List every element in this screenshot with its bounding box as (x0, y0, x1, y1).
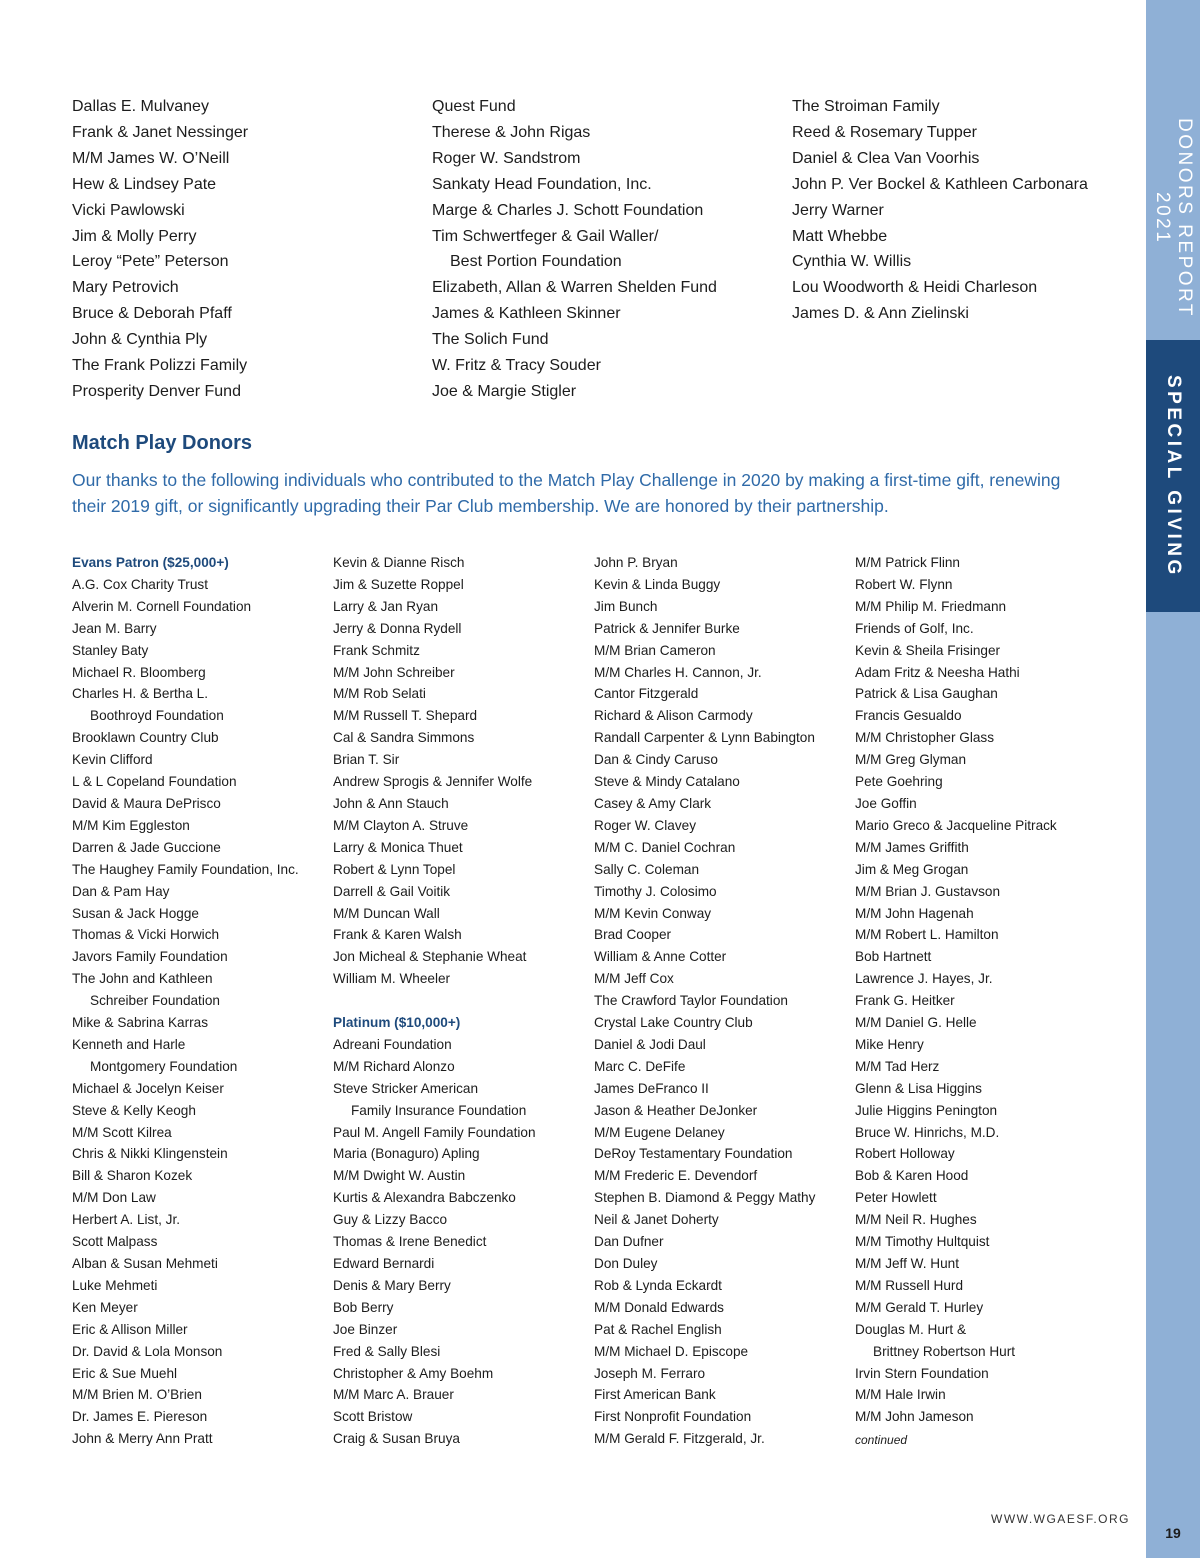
donor-name: Mary Petrovich (72, 279, 179, 297)
donor-name: M/M Brien M. O’Brien (72, 1387, 202, 1403)
donor-name: Joe Binzer (333, 1321, 398, 1337)
donor-name: Elizabeth, Allan & Warren Shelden Fund (432, 279, 717, 297)
donor-name: Michael R. Bloomberg (72, 664, 206, 680)
donor-name: Bob & Karen Hood (855, 1168, 969, 1184)
donor-name: M/M Donald Edwards (594, 1299, 724, 1315)
donor-name: Neil & Janet Doherty (594, 1212, 719, 1228)
donor-name: Andrew Sprogis & Jennifer Wolfe (333, 774, 533, 790)
donor-name: Randall Carpenter & Lynn Babington (594, 730, 815, 746)
donor-name: M/M Philip M. Friedmann (855, 598, 1007, 614)
donor-name: The John and Kathleen (72, 971, 213, 987)
donor-name: John & Ann Stauch (333, 795, 449, 811)
donor-name: James D. & Ann Zielinski (792, 305, 969, 323)
donor-name: Marc C. DeFife (594, 1058, 686, 1074)
donor-name: Casey & Amy Clark (594, 795, 712, 811)
donor-name: William & Anne Cotter (594, 949, 727, 965)
donor-name: Kevin & Linda Buggy (594, 576, 721, 592)
donor-name: Cynthia W. Willis (792, 253, 912, 271)
donor-name: Matt Whebbe (792, 227, 888, 245)
donor-name: M/M Tad Herz (855, 1058, 940, 1074)
section-intro: Our thanks to the following individuals who contributed to the Match Play Challenge in 2020 by making a first-time gift, renewing their 2019 gift, or significantly upgrading their Par Club membership. We are honored by their partnership. (72, 470, 1061, 516)
donor-name: M/M James Griffith (855, 839, 969, 855)
donor-name: M/M Jeff Cox (594, 971, 674, 987)
donor-name: Susan & Jack Hogge (72, 905, 199, 921)
donor-name: L & L Copeland Foundation (72, 774, 237, 790)
donor-name: M/M Jeff W. Hunt (855, 1256, 959, 1271)
donor-name: M/M Patrick Flinn (855, 555, 960, 570)
report-label: DONORS REPORT 2021 (1152, 117, 1195, 318)
donor-name: Bruce & Deborah Pfaff (72, 305, 232, 323)
donor-name: Cantor Fitzgerald (594, 686, 699, 702)
donor-name: M/M Charles H. Cannon, Jr. (594, 664, 762, 680)
donor-name: Bill & Sharon Kozek (72, 1168, 193, 1184)
donor-name: Ken Meyer (72, 1299, 138, 1315)
tier-heading: Evans Patron ($25,000+) (72, 555, 229, 570)
match-play-column (594, 552, 849, 1450)
tier-heading: Platinum ($10,000+) (333, 1015, 461, 1031)
donor-name: M/M Russell T. Shepard (333, 708, 478, 724)
donor-name: A.G. Cox Charity Trust (72, 576, 208, 592)
list-spacer (333, 990, 588, 1012)
donor-name: Francis Gesualdo (855, 708, 962, 724)
donor-name: M/M Brian Cameron (594, 642, 716, 658)
donor-name: Patrick & Lisa Gaughan (855, 686, 998, 702)
donor-name: Dan & Pam Hay (72, 883, 170, 899)
section-heading: Match Play Donors (72, 432, 253, 454)
donor-name: M/M Eugene Delaney (594, 1124, 725, 1140)
donor-name: M/M Michael D. Episcope (594, 1343, 749, 1359)
footer-url: WWW.WGAESF.ORG (991, 1512, 1130, 1526)
donor-name: Joe Goffin (855, 795, 917, 811)
donor-name: Douglas M. Hurt & (855, 1321, 967, 1337)
donor-name: Bruce W. Hinrichs, M.D. (855, 1124, 1000, 1140)
donor-name: Marge & Charles J. Schott Foundation (432, 201, 704, 219)
donor-name: Robert W. Flynn (855, 576, 953, 592)
donor-name: Denis & Mary Berry (333, 1277, 451, 1293)
donor-name: Edward Bernardi (333, 1255, 435, 1271)
donor-name: Lou Woodworth & Heidi Charleson (792, 279, 1038, 297)
donor-name: Daniel & Jodi Daul (594, 1036, 706, 1052)
donor-name: Adreani Foundation (333, 1036, 452, 1052)
donor-name: The Solich Fund (432, 331, 549, 349)
donor-name: The Frank Polizzi Family (72, 357, 248, 375)
donor-name: Don Duley (594, 1256, 658, 1271)
donor-name: John & Cynthia Ply (72, 331, 208, 349)
donor-name: M/M John Hagenah (855, 905, 974, 921)
donor-name: Kevin Clifford (72, 752, 153, 768)
donor-name: M/M Dwight W. Austin (333, 1168, 466, 1184)
donor-name: M/M Richard Alonzo (333, 1058, 455, 1074)
donor-name: Therese & John Rigas (432, 123, 591, 141)
donor-name: M/M Robert L. Hamilton (855, 927, 999, 943)
donor-name: M/M Clayton A. Struve (333, 817, 469, 833)
donor-name: Julie Higgins Penington (855, 1102, 998, 1118)
donor-name: John & Merry Ann Pratt (72, 1431, 213, 1447)
donor-name: Luke Mehmeti (72, 1277, 158, 1293)
donor-name: Maria (Bonaguro) Apling (333, 1146, 480, 1162)
donor-name: Adam Fritz & Neesha Hathi (855, 664, 1020, 680)
donor-name: Kenneth and Harle (72, 1036, 186, 1052)
donor-name: Javors Family Foundation (72, 949, 228, 965)
donor-name: Alban & Susan Mehmeti (72, 1256, 218, 1271)
donor-name: Lawrence J. Hayes, Jr. (855, 971, 993, 987)
donor-name: Craig & Susan Bruya (333, 1431, 460, 1447)
donor-name: M/M Neil R. Hughes (855, 1212, 977, 1228)
donor-name: DeRoy Testamentary Foundation (594, 1146, 793, 1162)
section-tab-special-giving: SPECIAL GIVING (1146, 340, 1200, 612)
donor-name: Kevin & Sheila Frisinger (855, 642, 1001, 658)
donor-name: Steve Stricker American (333, 1080, 479, 1096)
donor-name: William M. Wheeler (333, 971, 451, 987)
donor-name: Frank & Janet Nessinger (72, 123, 249, 141)
donor-name: Darren & Jade Guccione (72, 839, 221, 855)
donor-name: M/M Kim Eggleston (72, 817, 190, 833)
donor-name: Mike Henry (855, 1036, 924, 1052)
donor-name: Larry & Monica Thuet (333, 839, 463, 855)
donor-name: James DeFranco II (594, 1080, 709, 1096)
donor-name: M/M Timothy Hultquist (855, 1234, 990, 1250)
donor-name: M/M Brian J. Gustavson (855, 883, 1001, 899)
donor-name: Scott Malpass (72, 1234, 158, 1250)
donor-name: Frank Schmitz (333, 642, 420, 658)
match-play-column (72, 552, 327, 1450)
donor-name: James & Kathleen Skinner (432, 305, 621, 323)
donor-name: Jim & Suzette Roppel (333, 576, 464, 592)
donor-name: M/M John Jameson (855, 1409, 974, 1425)
donor-name: John P. Bryan (594, 555, 678, 570)
donor-name: Jon Micheal & Stephanie Wheat (333, 949, 527, 965)
donor-name: Cal & Sandra Simmons (333, 730, 475, 746)
donor-name: Sankaty Head Foundation, Inc. (432, 175, 652, 193)
donor-name: Roger W. Clavey (594, 817, 696, 833)
donor-name: Robert Holloway (855, 1146, 955, 1162)
donor-list-column (432, 94, 782, 405)
donor-name: Bob Berry (333, 1299, 394, 1315)
donor-name: Schreiber Foundation (90, 993, 220, 1009)
donor-name: M/M Daniel G. Helle (855, 1015, 977, 1031)
donor-name: Quest Fund (432, 98, 516, 115)
donor-name: Hew & Lindsey Pate (72, 175, 217, 193)
donor-name: M/M Gerald F. Fitzgerald, Jr. (594, 1431, 765, 1447)
donor-name: First Nonprofit Foundation (594, 1409, 752, 1425)
donor-name: Dr. David & Lola Monson (72, 1343, 223, 1359)
donor-name: The Haughey Family Foundation, Inc. (72, 861, 299, 877)
donor-name: Best Portion Foundation (450, 253, 622, 271)
donor-name: M/M Russell Hurd (855, 1277, 964, 1293)
donor-name: Dan Dufner (594, 1234, 664, 1250)
donor-name: M/M Christopher Glass (855, 730, 994, 746)
donor-name: Patrick & Jennifer Burke (594, 620, 740, 636)
donor-name: John P. Ver Bockel & Kathleen Carbonara (792, 175, 1088, 193)
donor-name: Pat & Rachel English (594, 1321, 722, 1337)
donor-name: Stanley Baty (72, 642, 149, 658)
donor-name: Stephen B. Diamond & Peggy Mathy (594, 1190, 816, 1206)
donor-name: Leroy “Pete” Peterson (72, 253, 229, 271)
donor-name: M/M Hale Irwin (855, 1387, 946, 1403)
donor-name: Mario Greco & Jacqueline Pitrack (855, 817, 1057, 833)
donor-name: Frank & Karen Walsh (333, 927, 462, 943)
donor-name: M/M James W. O’Neill (72, 149, 230, 167)
donor-name: Pete Goehring (855, 774, 943, 790)
donor-name: M/M Kevin Conway (594, 905, 712, 921)
donor-name: Brad Cooper (594, 927, 672, 943)
donor-name: Darrell & Gail Voitik (333, 883, 451, 899)
donor-name: Reed & Rosemary Tupper (792, 123, 977, 141)
donor-name: M/M Gerald T. Hurley (855, 1299, 984, 1315)
donor-name: M/M Greg Glyman (855, 752, 967, 768)
donor-name: Bob Hartnett (855, 949, 932, 965)
donor-name: Richard & Alison Carmody (594, 708, 753, 724)
donor-name: First American Bank (594, 1387, 716, 1403)
donor-name: Jason & Heather DeJonker (594, 1102, 758, 1118)
donor-list-column (792, 94, 1142, 327)
donor-name: M/M John Schreiber (333, 664, 455, 680)
donor-name: Prosperity Denver Fund (72, 382, 241, 400)
donor-name: Thomas & Vicki Horwich (72, 927, 220, 943)
donor-name: Family Insurance Foundation (351, 1102, 527, 1118)
match-play-column (855, 552, 1110, 1452)
donor-name: Steve & Mindy Catalano (594, 774, 740, 790)
donor-name: Fred & Sally Blesi (333, 1343, 441, 1359)
donor-name: Friends of Golf, Inc. (855, 620, 974, 636)
page-number: 19 (1165, 1525, 1181, 1541)
donor-name: Jerry & Donna Rydell (333, 620, 462, 636)
donor-name: Dan & Cindy Caruso (594, 752, 718, 768)
donor-name: M/M Duncan Wall (333, 905, 440, 921)
donor-name: Roger W. Sandstrom (432, 149, 581, 167)
donor-name: Kurtis & Alexandra Babczenko (333, 1190, 516, 1206)
donor-name: Joseph M. Ferraro (594, 1365, 706, 1381)
donor-name: Frank G. Heitker (855, 993, 955, 1009)
donor-name: Mike & Sabrina Karras (72, 1015, 208, 1031)
donor-name: Christopher & Amy Boehm (333, 1365, 494, 1381)
donor-name: Montgomery Foundation (90, 1058, 238, 1074)
donor-name: Robert & Lynn Topel (333, 861, 456, 877)
donor-name: Chris & Nikki Klingenstein (72, 1146, 228, 1162)
donor-name: M/M Don Law (72, 1190, 156, 1206)
donor-name: Steve & Kelly Keogh (72, 1102, 196, 1118)
donor-name: Jim & Molly Perry (72, 227, 197, 245)
donor-name: Crystal Lake Country Club (594, 1015, 753, 1031)
donor-name: Brittney Robertson Hurt (873, 1343, 1016, 1359)
donor-name: Jean M. Barry (72, 620, 157, 636)
donor-name: Sally C. Coleman (594, 861, 700, 877)
donor-name: Brian T. Sir (333, 752, 400, 768)
donor-name: David & Maura DePrisco (72, 795, 221, 811)
donor-name: Larry & Jan Ryan (333, 598, 439, 614)
donor-name: Michael & Jocelyn Keiser (72, 1080, 224, 1096)
donor-name: Charles H. & Bertha L. (72, 686, 208, 702)
donor-name: Timothy J. Colosimo (594, 883, 717, 899)
donor-name: The Stroiman Family (792, 98, 940, 115)
donor-name: Daniel & Clea Van Voorhis (792, 149, 980, 167)
donor-name: W. Fritz & Tracy Souder (432, 357, 601, 375)
donor-name: The Crawford Taylor Foundation (594, 993, 788, 1009)
donor-name: Jerry Warner (792, 201, 884, 219)
donor-name: Joe & Margie Stigler (432, 382, 577, 400)
donor-name: Scott Bristow (333, 1409, 413, 1425)
donor-name: Paul M. Angell Family Foundation (333, 1124, 536, 1140)
donor-name: Glenn & Lisa Higgins (855, 1080, 982, 1096)
donor-name: M/M Scott Kilrea (72, 1124, 172, 1140)
donor-name: Tim Schwertfeger & Gail Waller/ (432, 227, 659, 245)
donor-name: Peter Howlett (855, 1190, 937, 1206)
donor-name: Brooklawn Country Club (72, 730, 219, 746)
donor-name: Alverin M. Cornell Foundation (72, 598, 252, 614)
donor-name: Vicki Pawlowski (72, 201, 185, 219)
donor-name: Thomas & Irene Benedict (333, 1234, 487, 1250)
match-play-column (333, 552, 588, 1450)
donor-name: M/M Rob Selati (333, 686, 426, 702)
donor-name: Jim Bunch (594, 598, 658, 614)
donor-name: Dr. James E. Piereson (72, 1409, 208, 1425)
donor-name: Eric & Sue Muehl (72, 1365, 178, 1381)
continued-note: continued (855, 1433, 908, 1448)
donor-name: M/M C. Daniel Cochran (594, 839, 736, 855)
donor-name: Jim & Meg Grogan (855, 861, 969, 877)
donor-name: Rob & Lynda Eckardt (594, 1277, 722, 1293)
donor-name: Dallas E. Mulvaney (72, 98, 209, 115)
donor-name: Boothroyd Foundation (90, 708, 224, 724)
donor-name: M/M Marc A. Brauer (333, 1387, 454, 1403)
donor-name: Eric & Allison Miller (72, 1321, 188, 1337)
donor-name: Irvin Stern Foundation (855, 1365, 989, 1381)
donor-name: Kevin & Dianne Risch (333, 555, 465, 570)
donor-name: Herbert A. List, Jr. (72, 1212, 181, 1228)
donor-name: M/M Frederic E. Devendorf (594, 1168, 758, 1184)
donor-list-column (72, 94, 422, 405)
donor-name: Guy & Lizzy Bacco (333, 1212, 448, 1228)
